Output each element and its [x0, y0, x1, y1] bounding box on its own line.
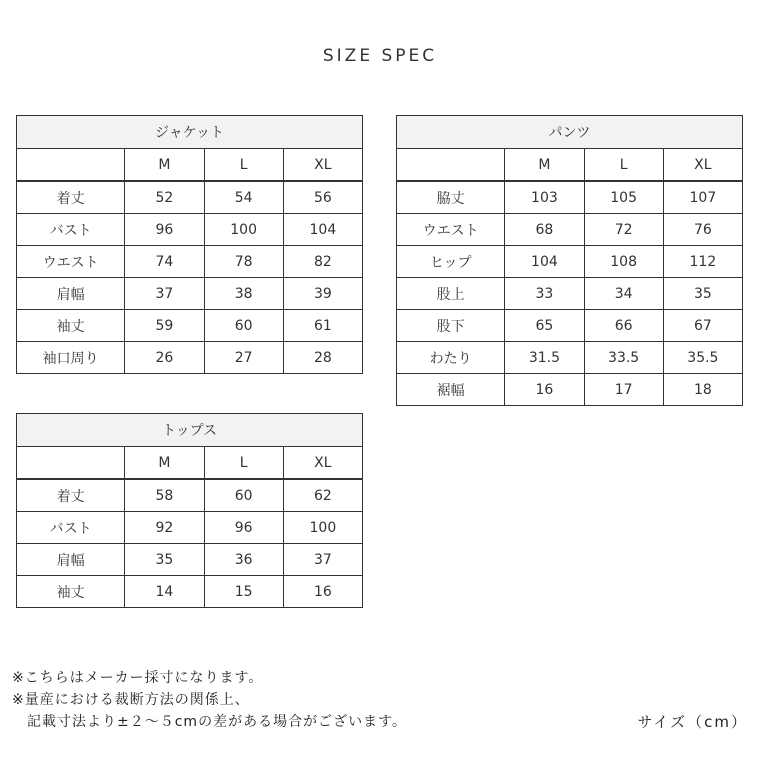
cell-value: 96: [125, 214, 204, 246]
cell-value: 37: [125, 278, 204, 310]
cell-value: 27: [204, 342, 283, 374]
cell-value: 52: [125, 181, 204, 214]
cell-value: 59: [125, 310, 204, 342]
table-row: [17, 181, 363, 214]
row-label: バスト: [17, 512, 125, 544]
cell-value: 65: [505, 310, 584, 342]
cell-value: 92: [125, 512, 204, 544]
cell-value: 17: [584, 374, 663, 406]
cell-value: 36: [204, 544, 283, 576]
table-title: トップス: [17, 414, 363, 447]
corner-cell: [17, 149, 125, 182]
cell-value: 33.5: [584, 342, 663, 374]
size-header-row: [17, 447, 363, 480]
size-header-row: [397, 149, 743, 182]
table-row: [397, 310, 743, 342]
table-row: [397, 181, 743, 214]
cell-value: 60: [204, 310, 283, 342]
note-line: 記載寸法より±２～５cmの差がある場合がございます。: [12, 714, 407, 730]
row-label: 脇丈: [397, 181, 505, 214]
size-header: M: [505, 149, 584, 182]
row-label: わたり: [397, 342, 505, 374]
corner-cell: [397, 149, 505, 182]
table-row: [397, 278, 743, 310]
row-label: バスト: [17, 214, 125, 246]
row-label: 股上: [397, 278, 505, 310]
note-line: ※こちらはメーカー採寸になります。: [12, 670, 264, 686]
cell-value: 16: [283, 576, 362, 608]
row-label: 袖口周り: [17, 342, 125, 374]
unit-label: サイズ（cm）: [637, 713, 748, 731]
pants-size-table: [396, 115, 743, 406]
jacket-size-table: [16, 115, 363, 374]
cell-value: 104: [505, 246, 584, 278]
cell-value: 18: [663, 374, 742, 406]
cell-value: 112: [663, 246, 742, 278]
cell-value: 68: [505, 214, 584, 246]
table-row: [17, 544, 363, 576]
table-title: ジャケット: [17, 116, 363, 149]
table-row: [397, 374, 743, 406]
cell-value: 82: [283, 246, 362, 278]
size-header-row: [17, 149, 363, 182]
cell-value: 100: [283, 512, 362, 544]
cell-value: 26: [125, 342, 204, 374]
cell-value: 54: [204, 181, 283, 214]
size-header: XL: [283, 447, 362, 480]
row-label: ウエスト: [397, 214, 505, 246]
cell-value: 103: [505, 181, 584, 214]
row-label: 着丈: [17, 181, 125, 214]
cell-value: 14: [125, 576, 204, 608]
table-title: パンツ: [397, 116, 743, 149]
cell-value: 72: [584, 214, 663, 246]
row-label: 肩幅: [17, 544, 125, 576]
table-row: [17, 278, 363, 310]
cell-value: 56: [283, 181, 362, 214]
cell-value: 39: [283, 278, 362, 310]
size-header: L: [204, 149, 283, 182]
cell-value: 62: [283, 479, 362, 512]
cell-value: 76: [663, 214, 742, 246]
cell-value: 105: [584, 181, 663, 214]
row-label: 袖丈: [17, 576, 125, 608]
table-row: [17, 512, 363, 544]
cell-value: 60: [204, 479, 283, 512]
cell-value: 108: [584, 246, 663, 278]
cell-value: 35: [125, 544, 204, 576]
cell-value: 28: [283, 342, 362, 374]
cell-value: 16: [505, 374, 584, 406]
table-row: [397, 246, 743, 278]
cell-value: 35.5: [663, 342, 742, 374]
size-header: M: [125, 149, 204, 182]
table-row: [397, 342, 743, 374]
cell-value: 74: [125, 246, 204, 278]
cell-value: 104: [283, 214, 362, 246]
size-header: L: [584, 149, 663, 182]
tops-size-table: [16, 413, 363, 608]
cell-value: 100: [204, 214, 283, 246]
cell-value: 107: [663, 181, 742, 214]
cell-value: 78: [204, 246, 283, 278]
row-label: 裾幅: [397, 374, 505, 406]
row-label: 袖丈: [17, 310, 125, 342]
cell-value: 67: [663, 310, 742, 342]
table-row: [17, 310, 363, 342]
size-header: M: [125, 447, 204, 480]
cell-value: 96: [204, 512, 283, 544]
cell-value: 58: [125, 479, 204, 512]
cell-value: 31.5: [505, 342, 584, 374]
table-row: [17, 246, 363, 278]
size-header: XL: [283, 149, 362, 182]
size-header: XL: [663, 149, 742, 182]
cell-value: 37: [283, 544, 362, 576]
cell-value: 38: [204, 278, 283, 310]
row-label: 着丈: [17, 479, 125, 512]
cell-value: 33: [505, 278, 584, 310]
cell-value: 35: [663, 278, 742, 310]
cell-value: 66: [584, 310, 663, 342]
table-row: [17, 214, 363, 246]
cell-value: 34: [584, 278, 663, 310]
size-header: L: [204, 447, 283, 480]
table-row: [17, 479, 363, 512]
notes: [12, 667, 407, 733]
corner-cell: [17, 447, 125, 480]
table-row: [397, 214, 743, 246]
cell-value: 15: [204, 576, 283, 608]
table-row: [17, 342, 363, 374]
cell-value: 61: [283, 310, 362, 342]
note-line: ※量産における裁断方法の関係上、: [12, 692, 250, 708]
page-title: SIZE SPEC: [322, 46, 438, 66]
row-label: 肩幅: [17, 278, 125, 310]
table-row: [17, 576, 363, 608]
row-label: ウエスト: [17, 246, 125, 278]
row-label: ヒップ: [397, 246, 505, 278]
row-label: 股下: [397, 310, 505, 342]
